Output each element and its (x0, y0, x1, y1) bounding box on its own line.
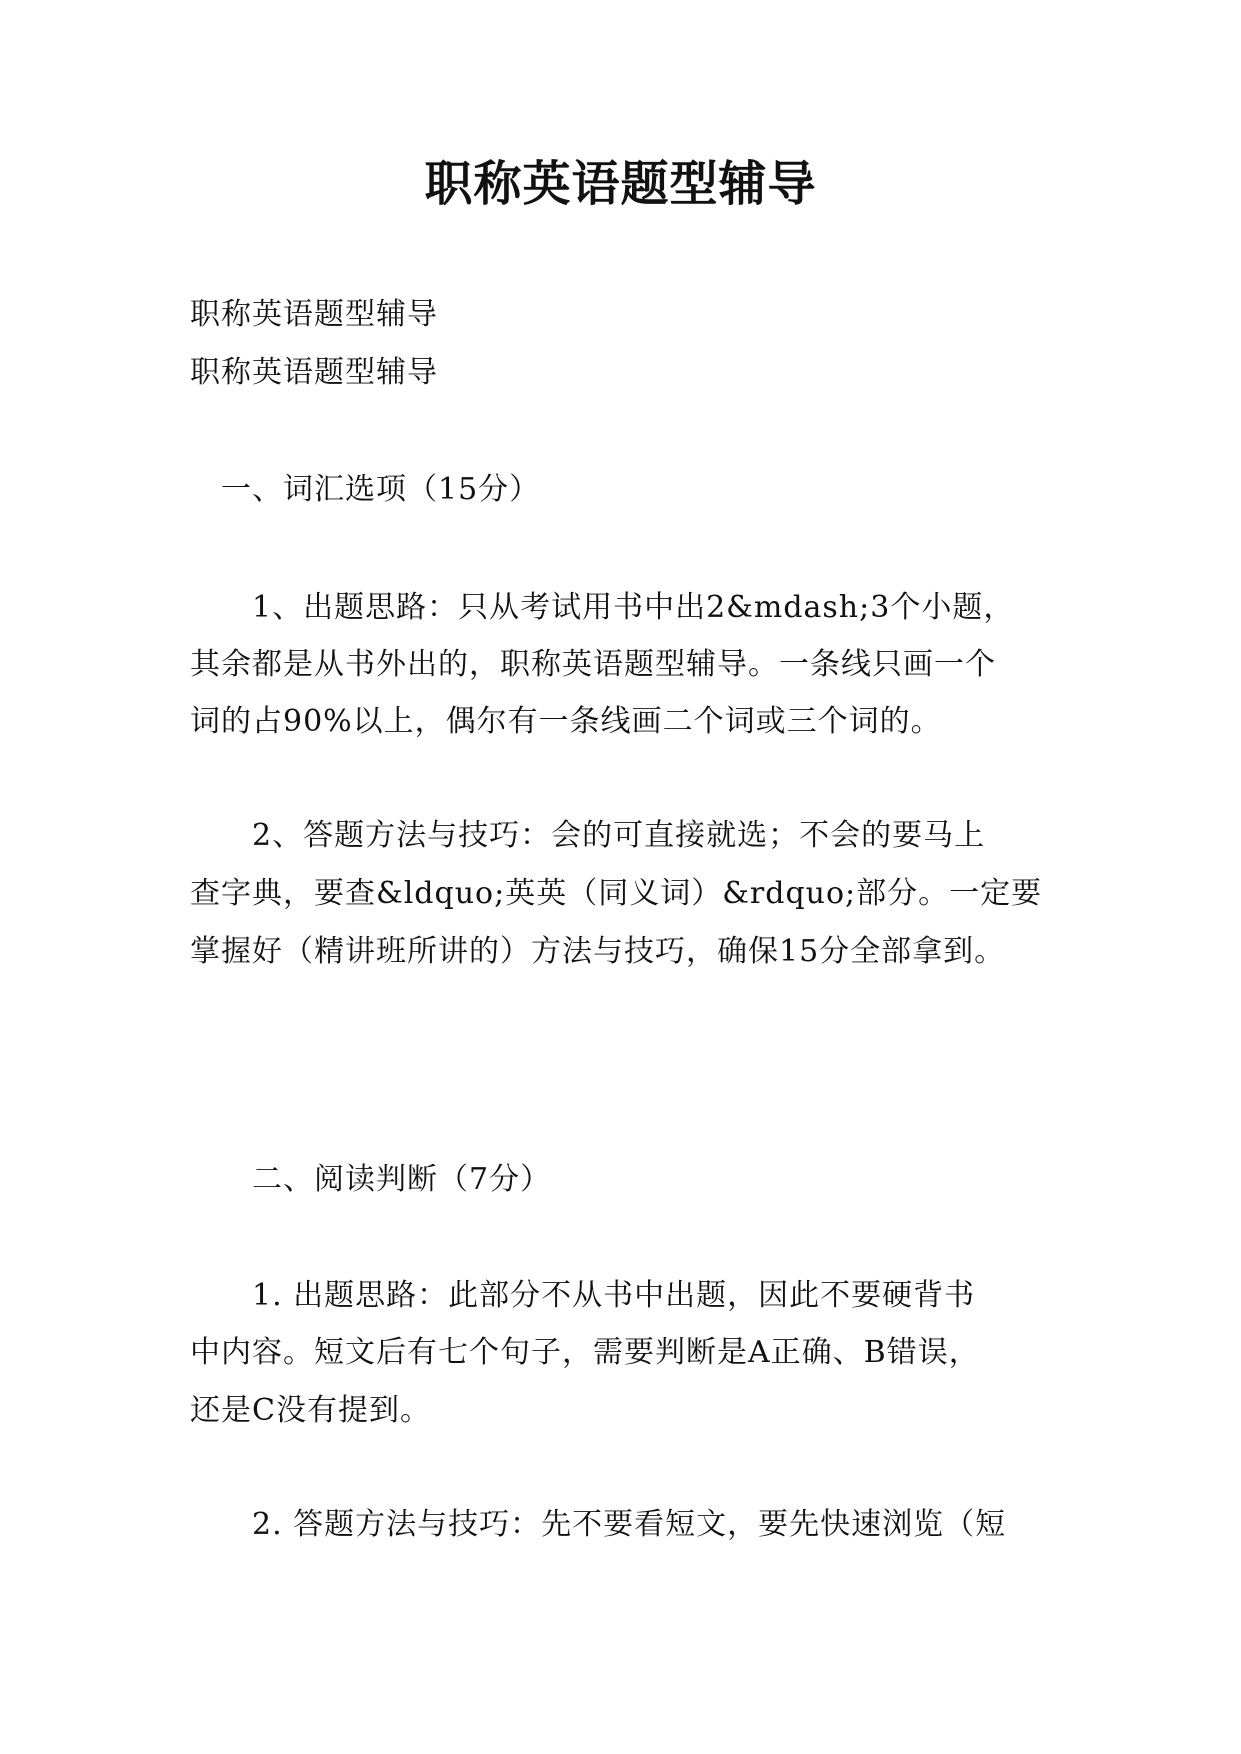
document-title: 职称英语题型辅导 (424, 156, 817, 212)
paragraph-line: 2. 答题方法与技巧：先不要看短文，要先快速浏览（短 (190, 1507, 1007, 1542)
paragraph-line: 词的占90%以上，偶尔有一条线画二个词或三个词的。 (190, 704, 942, 739)
subtitle-line-1: 职称英语题型辅导 (190, 297, 438, 332)
paragraph-line: 1、出题思路：只从考试用书中出2&mdash;3个小题， (190, 590, 1015, 625)
paragraph-line: 还是C没有提到。 (190, 1393, 431, 1428)
paragraph-line: 2、答题方法与技巧：会的可直接就选；不会的要马上 (190, 818, 986, 853)
section-heading-vocabulary: 一、词汇选项（15分） (190, 472, 541, 507)
paragraph-line: 掌握好（精讲班所讲的）方法与技巧，确保15分全部拿到。 (190, 934, 1006, 969)
paragraph-line: 中内容。短文后有七个句子，需要判断是A正确、B错误， (190, 1335, 980, 1370)
paragraph-line: 查字典，要查&ldquo;英英（同义词）&rdquo;部分。一定要 (190, 876, 1043, 911)
paragraph-line: 其余都是从书外出的，职称英语题型辅导。一条线只画一个 (190, 647, 996, 682)
subtitle-line-2: 职称英语题型辅导 (190, 355, 438, 390)
section-heading-reading: 二、阅读判断（7分） (190, 1162, 552, 1197)
paragraph-line: 1. 出题思路：此部分不从书中出题，因此不要硬背书 (190, 1278, 976, 1313)
